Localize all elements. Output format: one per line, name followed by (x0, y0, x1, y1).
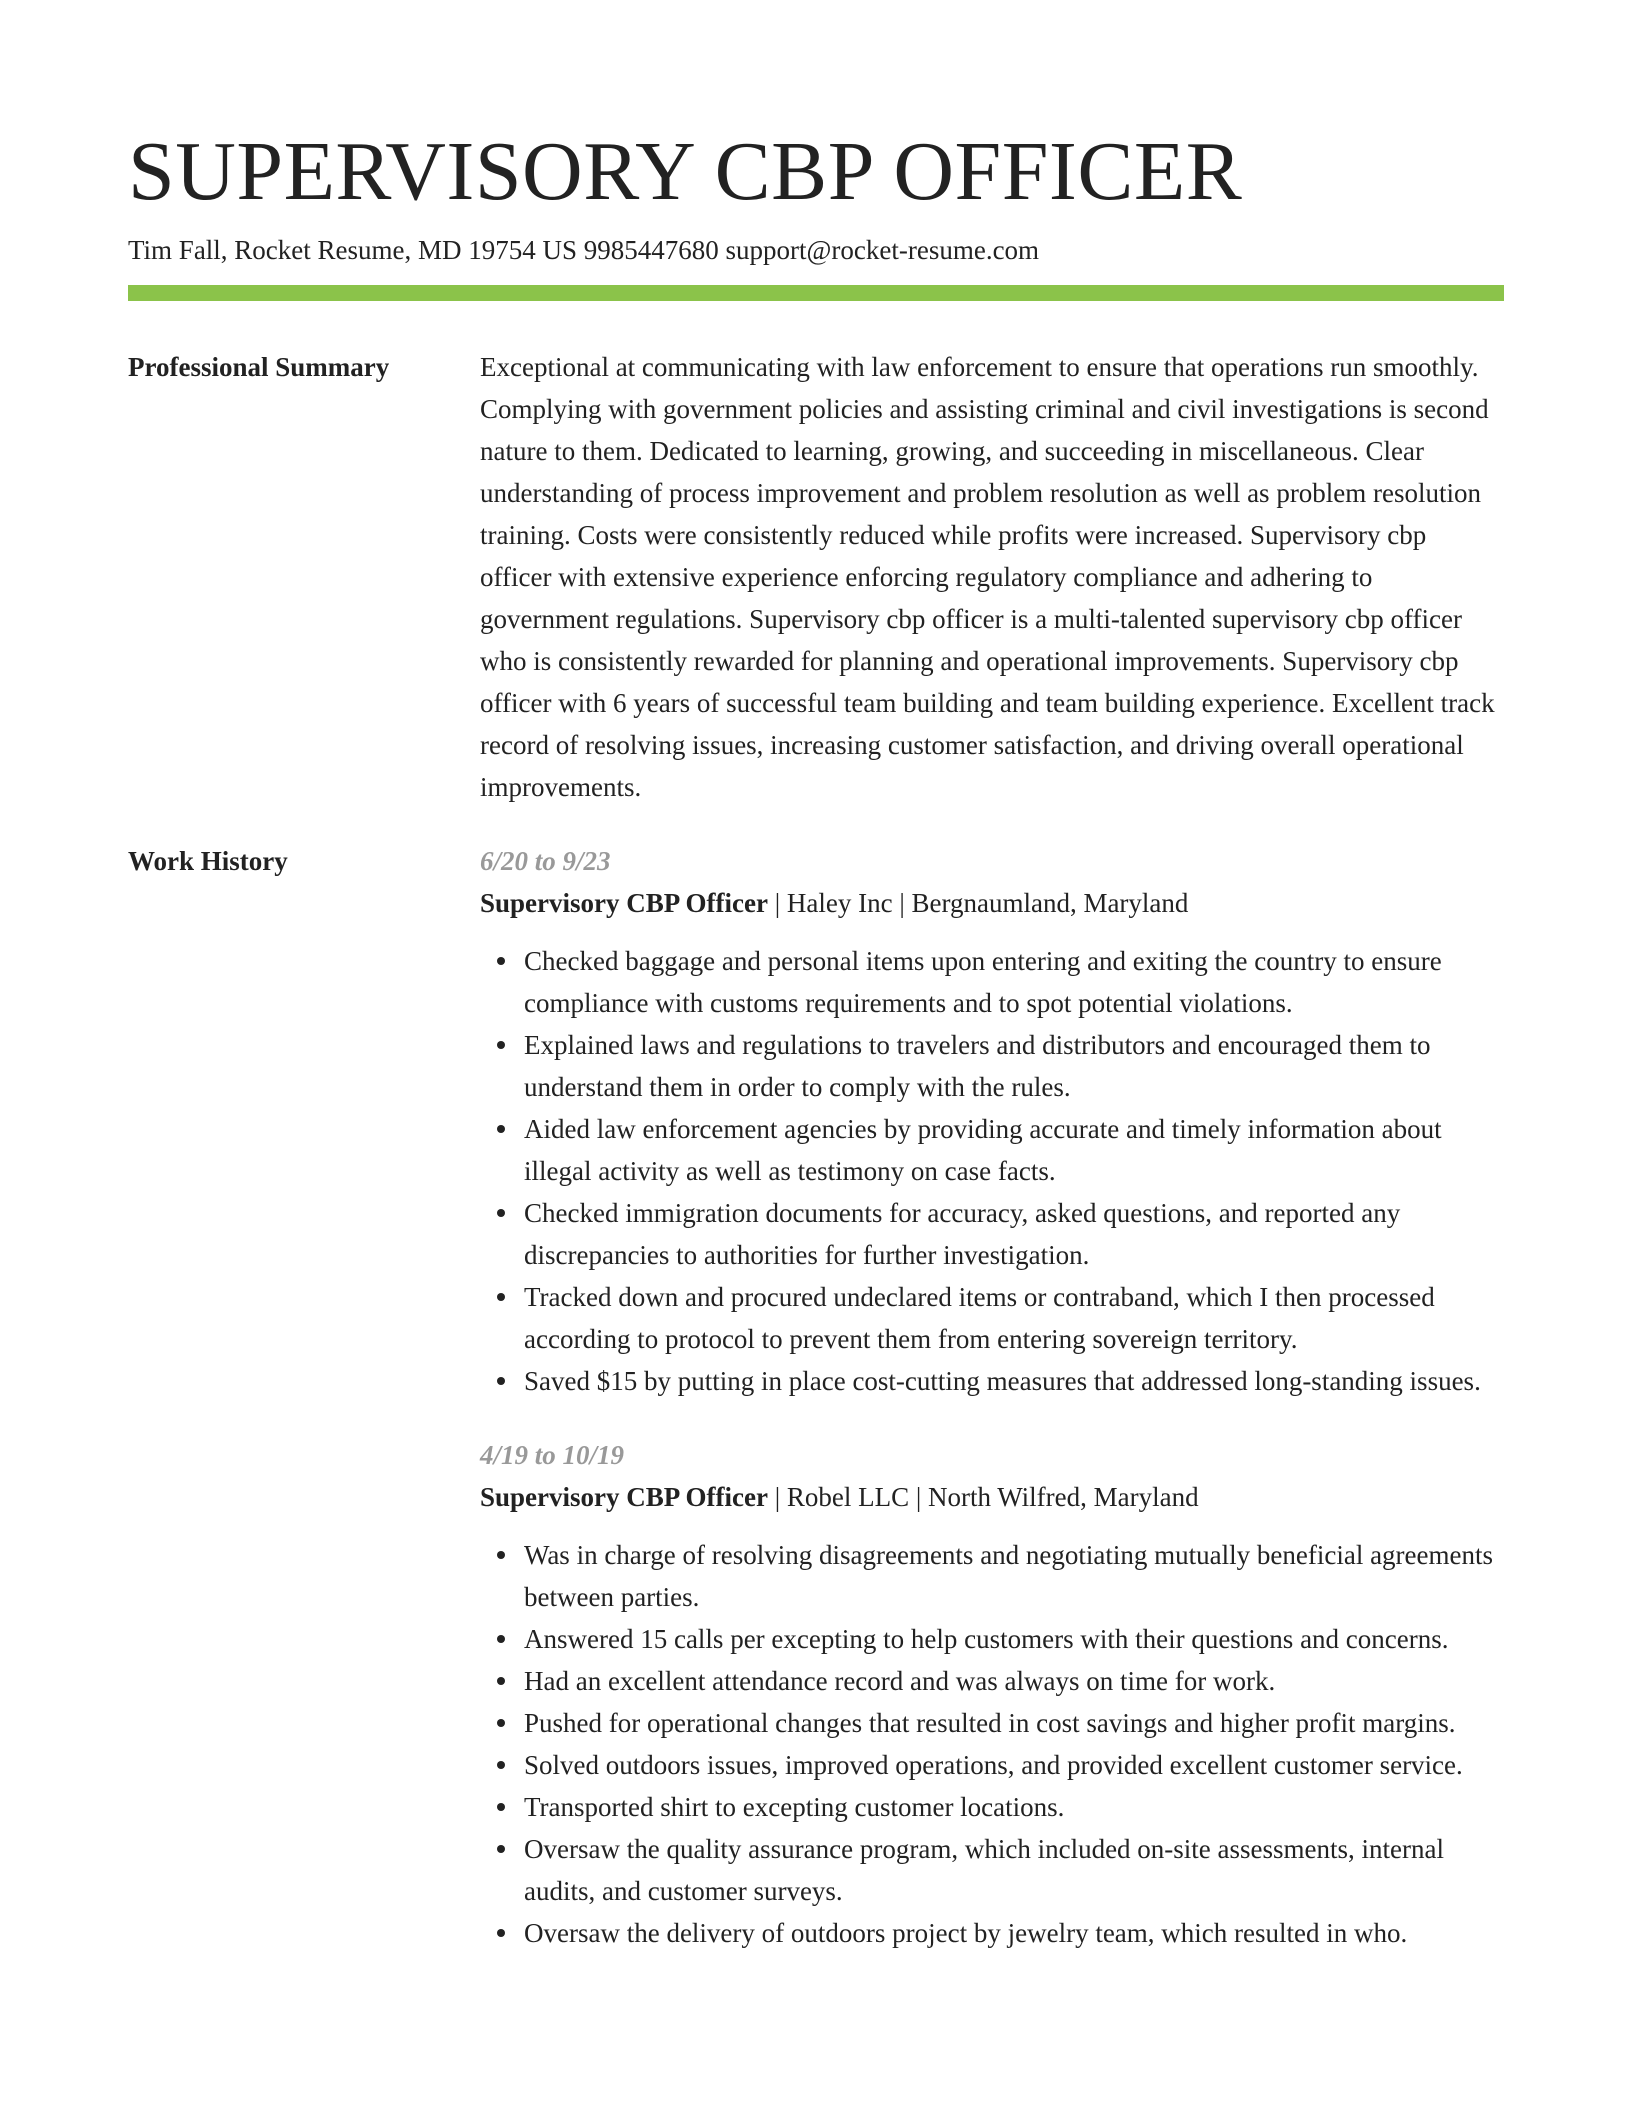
job-dates: 4/19 to 10/19 (480, 1440, 625, 1470)
job-bullet: Checked baggage and personal items upon entering and exiting the country to ensure compliance with customs requirements and to spot potential violations. (524, 940, 1504, 1024)
summary-section (480, 346, 1504, 808)
job-bullet: Solved outdoors issues, improved operations, and provided excellent customer service. (524, 1744, 1504, 1786)
resume-title: SUPERVISORY CBP OFFICER (128, 125, 1243, 218)
job-bullet-list (480, 940, 1504, 1402)
job-bullet: Checked immigration documents for accuracy, asked questions, and reported any discrepancies to authorities for further investigation. (524, 1192, 1504, 1276)
job-title-line (480, 882, 1504, 924)
job-bullet: Explained laws and regulations to travelers and distributors and encouraged them to understand them in order to comply with the rules. (524, 1024, 1504, 1108)
job-bullet: Aided law enforcement agencies by providing accurate and timely information about illegal activity as well as testimony on case facts. (524, 1108, 1504, 1192)
work-history-section (480, 840, 1504, 1986)
job-bullet-list (480, 1534, 1504, 1954)
job-bullet: Transported shirt to excepting customer locations. (524, 1786, 1504, 1828)
header-divider (128, 285, 1504, 301)
job-bullet: Saved $15 by putting in place cost-cutting measures that addressed long-standing issues. (524, 1360, 1504, 1402)
job-bullet: Oversaw the quality assurance program, which included on-site assessments, internal audits, and customer surveys. (524, 1828, 1504, 1912)
job-entry (480, 1434, 1504, 1954)
job-title-line (480, 1476, 1504, 1518)
contact-line: Tim Fall, Rocket Resume, MD 19754 US 9985447680 support@rocket-resume.com (128, 235, 1040, 265)
job-bullet: Answered 15 calls per excepting to help customers with their questions and concerns. (524, 1618, 1504, 1660)
job-bullet: Was in charge of resolving disagreements and negotiating mutually beneficial agreements between parties. (524, 1534, 1504, 1618)
job-details: | Haley Inc | Bergnaumland, Maryland (767, 888, 1189, 918)
job-details: | Robel LLC | North Wilfred, Maryland (767, 1482, 1199, 1512)
summary-text: Exceptional at communicating with law enforcement to ensure that operations run smoothly. Complying with government policies and assisting criminal and civil investigations is second nature to them. Dedicated to learning, growing, and succeeding in miscellaneous. Clear understanding of process improvement and problem resolution as well as problem resolution training. Costs were consistently reduced while profits were increased. Supervisory cbp officer with extensive experience enforcing regulatory compliance and adhering to government regulations. Supervisory cbp officer is a multi-talented supervisory cbp officer who is consistently rewarded for planning and operational improvements. Supervisory cbp officer with 6 years of successful team building and team building experience. Excellent track record of resolving issues, increasing customer satisfaction, and driving overall operational improvements. (480, 352, 1495, 802)
job-title: Supervisory CBP Officer (480, 1482, 768, 1512)
job-bullet: Had an excellent attendance record and was always on time for work. (524, 1660, 1504, 1702)
job-entry (480, 840, 1504, 1402)
job-title: Supervisory CBP Officer (480, 888, 768, 918)
job-bullet: Oversaw the delivery of outdoors project by jewelry team, which resulted in who. (524, 1912, 1504, 1954)
job-dates: 6/20 to 9/23 (480, 846, 611, 876)
summary-section-label: Professional Summary (128, 352, 390, 382)
job-bullet: Tracked down and procured undeclared items or contraband, which I then processed according to protocol to prevent them from entering sovereign territory. (524, 1276, 1504, 1360)
job-bullet: Pushed for operational changes that resulted in cost savings and higher profit margins. (524, 1702, 1504, 1744)
work-history-section-label: Work History (128, 846, 288, 876)
